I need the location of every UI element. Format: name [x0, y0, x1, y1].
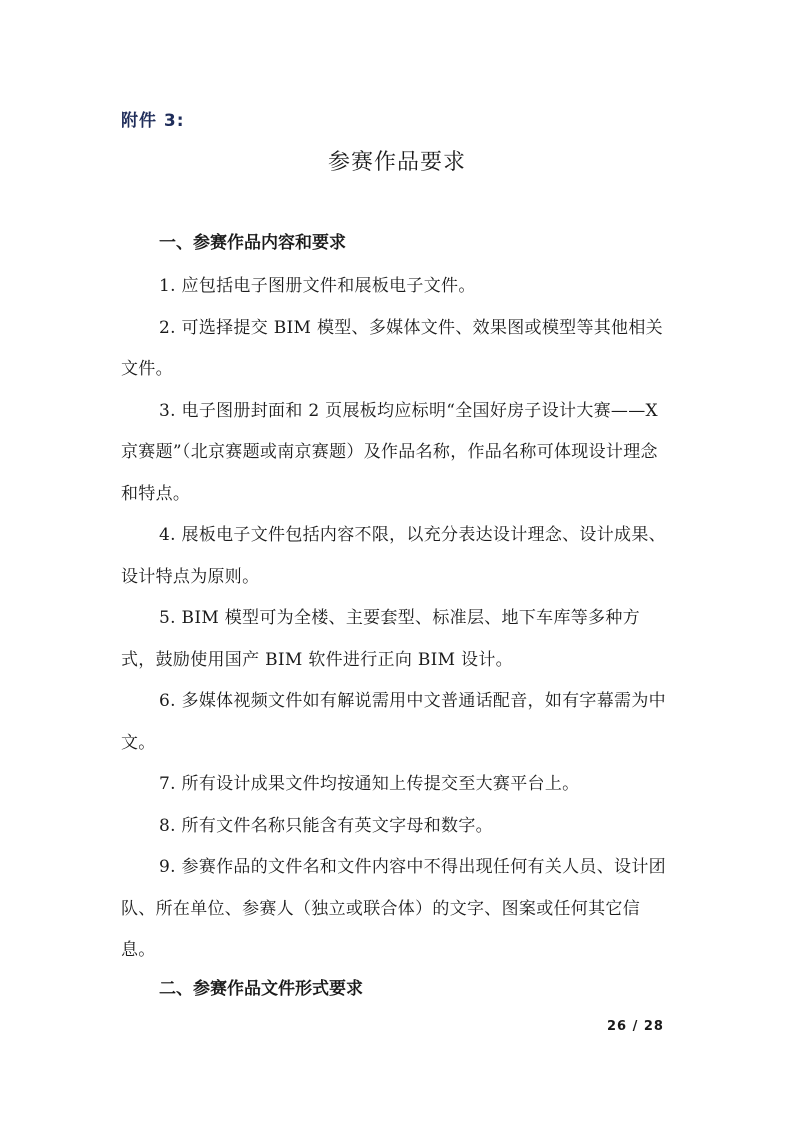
list-item-2: 2. 可选择提交 BIM 模型、多媒体文件、效果图或模型等其他相关文件。 — [121, 317, 663, 379]
list-item-3: 3. 电子图册封面和 2 页展板均应标明“全国好房子设计大赛——X京赛题”（北京赛题或南京赛题）及作品名称，作品名称可体现设计理念和特点。 — [121, 400, 658, 504]
list-item-5: 5. BIM 模型可为全楼、主要套型、标准层、地下车库等多种方式，鼓励使用国产 BIM 软件进行正向 BIM 设计。 — [121, 608, 640, 670]
list-item-6: 6. 多媒体视频文件如有解说需用中文普通话配音，如有字幕需为中文。 — [121, 691, 666, 753]
section-heading-2: 二、参赛作品文件形式要求 — [159, 978, 363, 999]
list-item-4: 4. 展板电子文件包括内容不限，以充分表达设计理念、设计成果、设计特点为原则。 — [121, 525, 666, 587]
list-item-1: 1. 应包括电子图册文件和展板电子文件。 — [159, 276, 476, 296]
list-item-9: 9. 参赛作品的文件名和文件内容中不得出现任何有关人员、设计团队、所在单位、参赛人（独立或联合体）的文字、图案或任何其它信息。 — [121, 857, 666, 960]
list-item-7: 7. 所有设计成果文件均按通知上传提交至大赛平台上。 — [159, 774, 580, 794]
document-body — [121, 226, 673, 1012]
attachment-label: 附件 3: — [121, 111, 185, 131]
page-title: 参赛作品要求 — [327, 150, 466, 175]
page-number: 26 / 28 — [607, 1019, 664, 1034]
list-item-8: 8. 所有文件名称只能含有英文字母和数字。 — [159, 815, 493, 836]
section-heading-1: 一、参赛作品内容和要求 — [159, 233, 346, 253]
